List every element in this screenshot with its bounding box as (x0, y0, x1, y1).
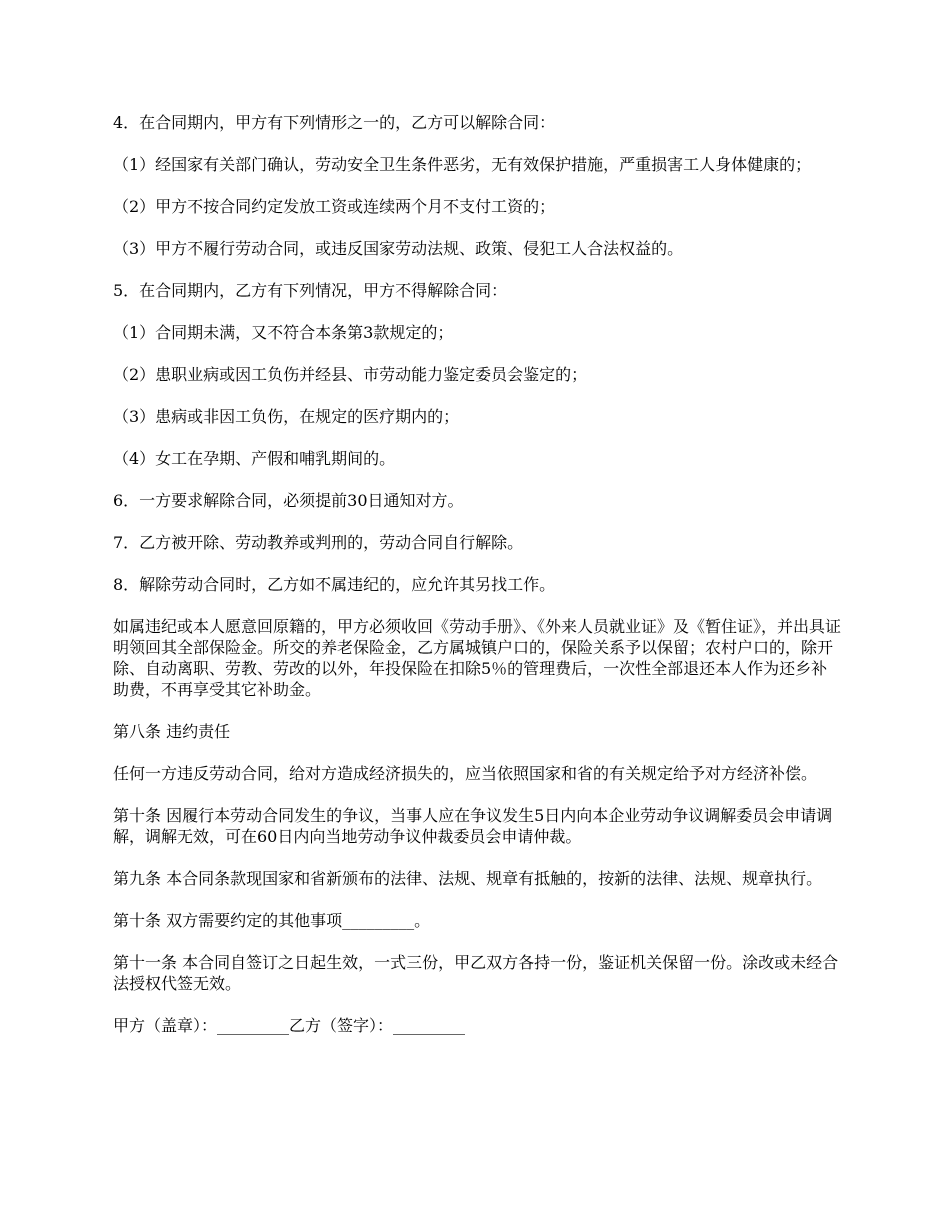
clause-8: 8．解除劳动合同时，乙方如不属违纪的，应允许其另找工作。 (113, 575, 556, 594)
article-9: 第九条 本合同条款现国家和省新颁布的法律、法规、规章有抵触的，按新的法律、法规、规章执行。 (113, 869, 823, 888)
article-10-other-matters: 第十条 双方需要约定的其他事项_________。 (113, 911, 431, 930)
signature-line: 甲方（盖章）：_________乙方（签字）：_________ (113, 1016, 466, 1035)
clause-4-item-1: （1）经国家有关部门确认，劳动安全卫生条件恶劣，无有效保护措施，严重损害工人身体健康的； (113, 155, 812, 174)
clause-5-heading: 5．在合同期内，乙方有下列情况，甲方不得解除合同： (113, 281, 508, 300)
clause-4-item-3: （3）甲方不履行劳动合同，或违反国家劳动法规、政策、侵犯工人合法权益的。 (113, 239, 684, 258)
article-11: 第十一条 本合同自签订之日起生效，一式三份，甲乙双方各持一份，鉴证机关保留一份。涂改或未经合法授权代签无效。 (113, 953, 839, 993)
clause-5-item-1: （1）合同期未满，又不符合本条第3款规定的； (113, 323, 454, 342)
clause-4-item-2: （2）甲方不按合同约定发放工资或连续两个月不支付工资的； (113, 197, 556, 216)
clause-6: 6．一方要求解除合同，必须提前30日通知对方。 (113, 491, 464, 510)
article-8-title: 第八条 违约责任 (113, 722, 231, 741)
clause-7: 7．乙方被开除、劳动教养或判刑的，劳动合同自行解除。 (113, 533, 524, 552)
clause-4-heading: 4．在合同期内，甲方有下列情形之一的，乙方可以解除合同： (113, 113, 556, 132)
article-8-body: 任何一方违反劳动合同，给对方造成经济损失的，应当依照国家和省的有关规定给予对方经济补偿。 (113, 764, 818, 783)
clause-5-item-4: （4）女工在孕期、产假和哺乳期间的。 (113, 449, 396, 468)
clause-5-item-3: （3）患病或非因工负伤，在规定的医疗期内的； (113, 407, 460, 426)
clause-5-item-2: （2）患职业病或因工负伤并经县、市劳动能力鉴定委员会鉴定的； (113, 365, 588, 384)
article-10-dispute: 第十条 因履行本劳动合同发生的争议，当事人应在争议发生5日内向本企业劳动争议调解委员会申请调解，调解无效，可在60日内向当地劳动争议仲裁委员会申请仲裁。 (113, 806, 833, 846)
clause-8-detail: 如属违纪或本人愿意回原籍的，甲方必须收回《劳动手册》、《外来人员就业证》及《暂住证》，并出具证明领回其全部保险金。所交的养老保险金，乙方属城镇户口的，保险关系予以保留；农村户口的，除开除、自动离职、劳教、劳改的以外，年投保险在扣除5％的管理费后，一次性全部退还本人作为还乡补助费，不再享受其它补助金。 (113, 617, 842, 699)
document-body (113, 112, 843, 1057)
